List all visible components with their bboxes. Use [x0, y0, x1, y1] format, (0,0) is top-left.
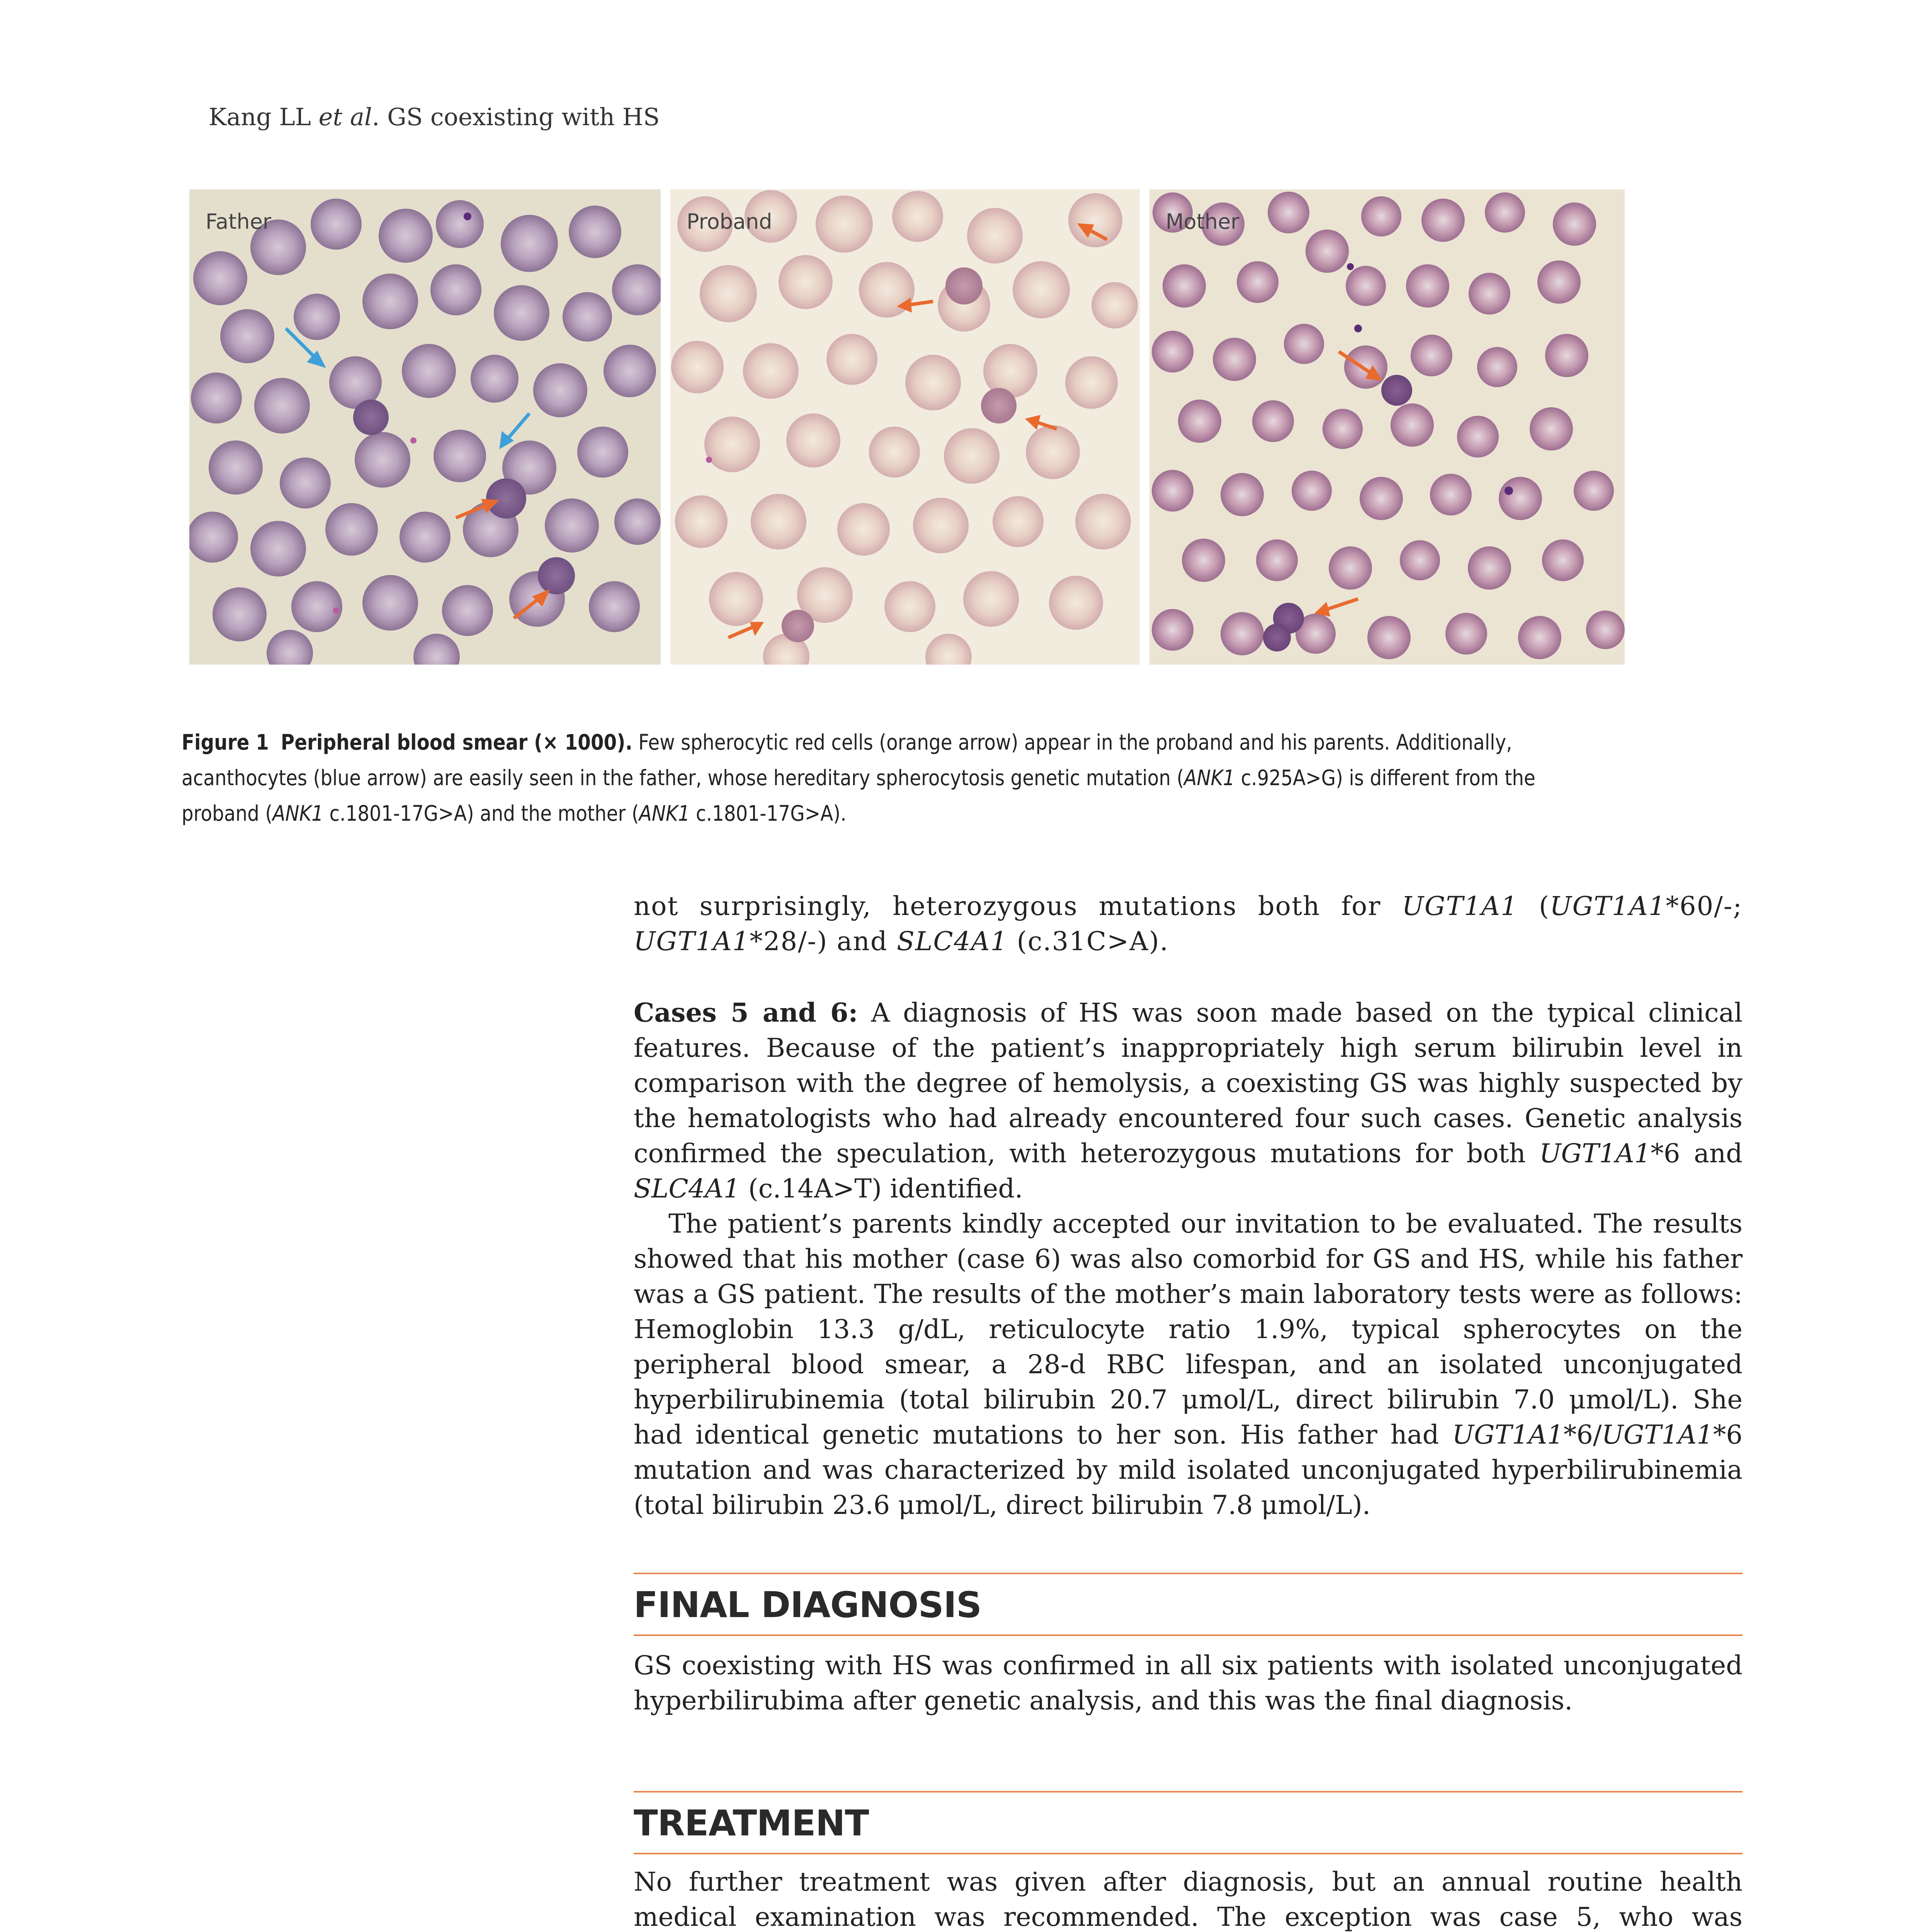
running-head — [209, 103, 660, 131]
panel-label-mother: Mother — [1166, 209, 1239, 234]
caption-gene: ANK1 — [639, 801, 690, 826]
figure-panel-proband — [670, 189, 1140, 665]
section-rule — [634, 1791, 1743, 1793]
caption-title: Peripheral blood smear (× 1000). — [281, 730, 632, 755]
section-rule — [634, 1573, 1743, 1574]
section-rule — [634, 1853, 1743, 1854]
cases-lead: Cases 5 and 6: — [634, 997, 858, 1028]
figure-panel-father — [189, 189, 661, 665]
figure-1 — [189, 189, 1642, 665]
figure-caption — [182, 724, 1545, 831]
figure-panel-mother — [1149, 189, 1625, 665]
running-head-authors: Kang LL — [209, 103, 311, 131]
caption-text: c.925A>G) is different from the proband ( — [182, 765, 1535, 826]
body-paragraph-1: not surprisingly, heterozygous mutations both for UGT1A1 (UGT1A1*60/-; UGT1A1*28/-) and SLC4A1 (c.31C>A). — [634, 891, 1743, 956]
final-diagnosis-text: GS coexisting with HS was confirmed in all six patients with isolated unconjugated hyperbilirubima after genetic analysis, and this was the final diagnosis. — [634, 1650, 1743, 1716]
running-head-etal: et al — [318, 103, 372, 131]
blood-smear-proband-image — [670, 189, 1140, 665]
section-rule — [634, 1634, 1743, 1636]
blood-smear-mother-image — [1149, 189, 1625, 665]
blood-smear-father-image — [189, 189, 661, 665]
treatment-text: No further treatment was given after diagnosis, but an annual routine health medical examination was recommended. The exception was case 5, who was — [634, 1867, 1743, 1932]
caption-text: Few spherocytic red cells (orange arrow) appear in the proband and his parents. Additionally, acanthocytes (blue arrow) are easily seen in the father, whose hereditary spherocytosis genetic mutation ( — [182, 730, 1512, 790]
caption-label: Figure 1 — [182, 730, 269, 755]
caption-text: c.1801-17G>A) and the mother ( — [323, 801, 639, 826]
caption-gene: ANK1 — [272, 801, 324, 826]
caption-text: c.1801-17G>A). — [690, 801, 847, 826]
caption-gene: ANK1 — [1184, 765, 1235, 790]
body-paragraph-parents: The patient’s parents kindly accepted our invitation to be evaluated. The results showed that his mother (case 6) was also comorbid for GS and HS, while his father was a GS patient. The results of the mother’s main laboratory tests were as follows: Hemoglobin 13.3 g/dL, reticulocyte ratio 1.9%, typical spherocytes on the peripheral blood smear, a 28-d RBC lifespan, and an isolated unconjugated hyperbilirubinemia (total bilirubin 20.7 μmol/L, direct bilirubin 7.0 μmol/L). She had identical genetic mutations to her son. His father had UGT1A1*6/UGT1A1*6 mutation and was characterized by mild isolated unconjugated hyperbilirubinemia (total bilirubin 23.6 μmol/L, direct bilirubin 7.8 μmol/L). — [634, 1209, 1743, 1520]
panel-label-father: Father — [206, 209, 272, 234]
heading-final-diagnosis: FINAL DIAGNOSIS — [634, 1584, 982, 1626]
body-paragraph-cases-5-6: Cases 5 and 6: A diagnosis of HS was soon made based on the typical clinical features. Because of the patient’s inappropriately high serum bilirubin level in comparison with the degree of hemolysis, a coexisting GS was highly suspected by the hematologists who had already encountered four such cases. Genetic analysis confirmed the speculation, with heterozygous mutations for both UGT1A1*6 and SLC4A1 (c.14A>T) identified. The patient’s parents kindly accepted our invitation to be evaluated. The results showed that his mother (case 6) was also comorbid for GS and HS, while his father was a GS patient. The results of the mother’s main laboratory tests were as follows: Hemoglobin 13.3 g/dL, reticulocyte ratio 1.9%, typical spherocytes on the peripheral blood smear, a 28-d RBC lifespan, and an isolated unconjugated hyperbilirubinemia (total bilirubin 20.7 μmol/L, direct bilirubin 7.0 μmol/L). She had identical genetic mutations to her son. His father had UGT1A1*6/UGT1A1*6 mutation and was characterized by mild isolated unconjugated hyperbilirubinemia (total bilirubin 23.6 μmol/L, direct bilirubin 7.8 μmol/L). — [634, 995, 1743, 1523]
panel-label-proband: Proband — [687, 209, 772, 234]
heading-treatment: TREATMENT — [634, 1803, 869, 1844]
running-head-title: . GS coexisting with HS — [372, 103, 660, 131]
